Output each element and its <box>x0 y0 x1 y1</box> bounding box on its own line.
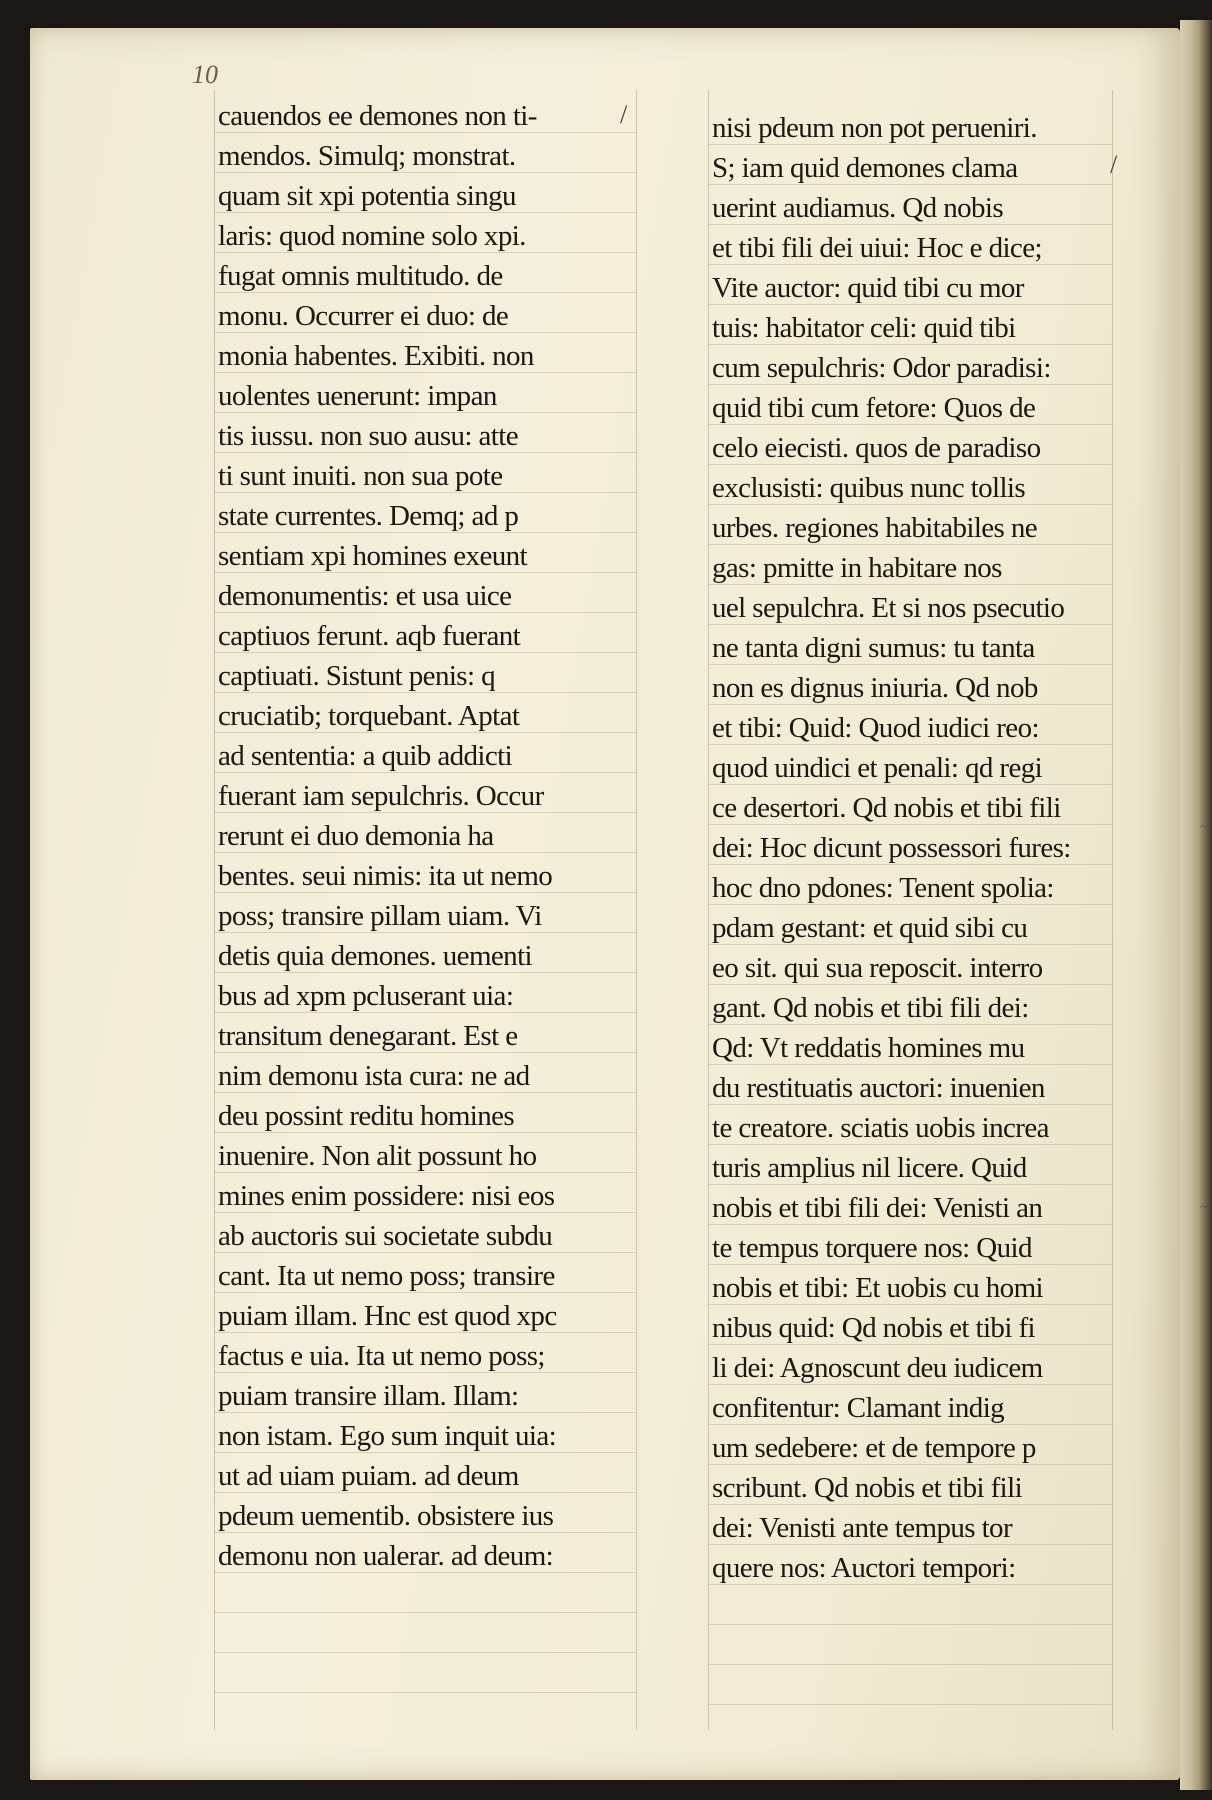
manuscript-line: quid tibi cum fetore: Quos de <box>712 392 1036 424</box>
manuscript-line: laris: quod nomine solo xpi. <box>218 220 526 252</box>
manuscript-line: monu. Occurrer ei duo: de <box>218 300 509 332</box>
manuscript-line: celo eiecisti. quos de paradiso <box>712 432 1041 464</box>
manuscript-line: bus ad xpm pcluserant uia: <box>218 980 514 1012</box>
manuscript-line: li dei: Agnoscunt deu iudicem <box>712 1352 1043 1384</box>
manuscript-line: dei: Hoc dicunt possessori fures: <box>712 832 1071 864</box>
edge-mark: ~ <box>1200 820 1208 835</box>
ruling-line-horizontal <box>708 1624 1112 1625</box>
manuscript-line: hoc dno pdones: Tenent spolia: <box>712 872 1054 904</box>
folio-number: 10 <box>192 60 218 89</box>
ruling-line-vertical <box>636 90 637 1730</box>
manuscript-line: exclusisti: quibus nunc tollis <box>712 472 1026 504</box>
ruling-line-horizontal <box>214 1652 636 1653</box>
manuscript-line: nisi pdeum non pot perueniri. <box>712 112 1037 144</box>
line-guide-mark: / <box>1110 150 1118 179</box>
manuscript-line: te creatore. sciatis uobis increa <box>712 1112 1049 1144</box>
manuscript-line: demonu non ualerar. ad deum: <box>218 1540 554 1572</box>
manuscript-line: cum sepulchris: Odor paradisi: <box>712 352 1051 384</box>
manuscript-line: S; iam quid demones clama <box>712 152 1018 184</box>
manuscript-line: quam sit xpi potentia singu <box>218 180 516 212</box>
manuscript-line: nim demonu ista cura: ne ad <box>218 1060 530 1092</box>
manuscript-line: ut ad uiam puiam. ad deum <box>218 1460 519 1492</box>
manuscript-line: transitum denegarant. Est e <box>218 1020 518 1052</box>
manuscript-line: ab auctoris sui societate subdu <box>218 1220 553 1252</box>
manuscript-line: cant. Ita ut nemo poss; transire <box>218 1260 555 1292</box>
ruling-line-horizontal <box>708 1664 1112 1665</box>
manuscript-line: Qd: Vt reddatis homines mu <box>712 1032 1025 1064</box>
manuscript-line: puiam transire illam. Illam: <box>218 1380 519 1412</box>
ruling-line-horizontal <box>214 1612 636 1613</box>
manuscript-line: cauendos ee demones non ti- <box>218 100 537 132</box>
manuscript-line: quere nos: Auctori tempori: <box>712 1552 1016 1584</box>
manuscript-line: captiuos ferunt. aqb fuerant <box>218 620 521 652</box>
manuscript-line: uerint audiamus. Qd nobis <box>712 192 1004 224</box>
manuscript-line: nobis et tibi fili dei: Venisti an <box>712 1192 1043 1224</box>
manuscript-line: puiam illam. Hnc est quod xpc <box>218 1300 557 1332</box>
text-column-left <box>218 96 557 1576</box>
manuscript-line: poss; transire pillam uiam. Vi <box>218 900 542 932</box>
manuscript-line: inuenire. Non alit possunt ho <box>218 1140 537 1172</box>
manuscript-line: ce desertori. Qd nobis et tibi fili <box>712 792 1061 824</box>
manuscript-line: eo sit. qui sua reposcit. interro <box>712 952 1043 984</box>
manuscript-line: gas: pmitte in habitare nos <box>712 552 1002 584</box>
manuscript-line: deu possint reditu homines <box>218 1100 515 1132</box>
manuscript-line: quod uindici et penali: qd regi <box>712 752 1043 784</box>
manuscript-line: detis quia demones. uementi <box>218 940 533 972</box>
manuscript-line: pdeum uementib. obsistere ius <box>218 1500 554 1532</box>
manuscript-line: state currentes. Demq; ad p <box>218 500 519 532</box>
manuscript-line: tuis: habitator celi: quid tibi <box>712 312 1016 344</box>
ruling-line-vertical <box>1112 90 1113 1730</box>
ruling-line-vertical <box>708 90 709 1730</box>
manuscript-line: gant. Qd nobis et tibi fili dei: <box>712 992 1029 1024</box>
ruling-line-vertical <box>214 90 215 1730</box>
line-guide-mark: / <box>620 100 628 129</box>
manuscript-line: tis iussu. non suo ausu: atte <box>218 420 518 452</box>
manuscript-line: du restituatis auctori: inuenien <box>712 1072 1045 1104</box>
manuscript-line: turis amplius nil licere. Quid <box>712 1152 1027 1184</box>
manuscript-line: sentiam xpi homines exeunt <box>218 540 527 572</box>
manuscript-line: monia habentes. Exibiti. non <box>218 340 534 372</box>
edge-mark: ~ <box>1200 1200 1208 1215</box>
manuscript-line: urbes. regiones habitabiles ne <box>712 512 1038 544</box>
manuscript-line: cruciatib; torquebant. Aptat <box>218 700 520 732</box>
manuscript-line: nibus quid: Qd nobis et tibi fi <box>712 1312 1035 1344</box>
manuscript-line: mendos. Simulq; monstrat. <box>218 140 516 172</box>
manuscript-line: rerunt ei duo demonia ha <box>218 820 494 852</box>
manuscript-line: factus e uia. Ita ut nemo poss; <box>218 1340 545 1372</box>
manuscript-line: dei: Venisti ante tempus tor <box>712 1512 1013 1544</box>
manuscript-line: Vite auctor: quid tibi cu mor <box>712 272 1024 304</box>
manuscript-line: mines enim possidere: nisi eos <box>218 1180 555 1212</box>
manuscript-line: fuerant iam sepulchris. Occur <box>218 780 544 812</box>
manuscript-line: um sedebere: et de tempore p <box>712 1432 1036 1464</box>
manuscript-line: uel sepulchra. Et si nos psecutio <box>712 592 1065 624</box>
manuscript-line: ti sunt inuiti. non sua pote <box>218 460 503 492</box>
manuscript-line: captiuati. Sistunt penis: q <box>218 660 496 692</box>
manuscript-line: scribunt. Qd nobis et tibi fili <box>712 1472 1023 1504</box>
manuscript-line: te tempus torquere nos: Quid <box>712 1232 1032 1264</box>
manuscript-line: ad sententia: a quib addicti <box>218 740 513 772</box>
manuscript-line: uolentes uenerunt: impan <box>218 380 497 412</box>
page-edge <box>1180 20 1212 1790</box>
ruling-line-horizontal <box>708 1704 1112 1705</box>
manuscript-line: confitentur: Clamant indig <box>712 1392 1005 1424</box>
text-column-right <box>712 108 1071 1588</box>
manuscript-line: bentes. seui nimis: ita ut nemo <box>218 860 553 892</box>
manuscript-line: pdam gestant: et quid sibi cu <box>712 912 1028 944</box>
manuscript-line: et tibi fili dei uiui: Hoc e dice; <box>712 232 1042 264</box>
manuscript-line: ne tanta digni sumus: tu tanta <box>712 632 1035 664</box>
manuscript-line: non istam. Ego sum inquit uia: <box>218 1420 557 1452</box>
manuscript-line: et tibi: Quid: Quod iudici reo: <box>712 712 1039 744</box>
manuscript-line: fugat omnis multitudo. de <box>218 260 503 292</box>
manuscript-line: non es dignus iniuria. Qd nob <box>712 672 1038 704</box>
manuscript-line: demonumentis: et usa uice <box>218 580 512 612</box>
manuscript-line: nobis et tibi: Et uobis cu homi <box>712 1272 1044 1304</box>
ruling-line-horizontal <box>214 1692 636 1693</box>
